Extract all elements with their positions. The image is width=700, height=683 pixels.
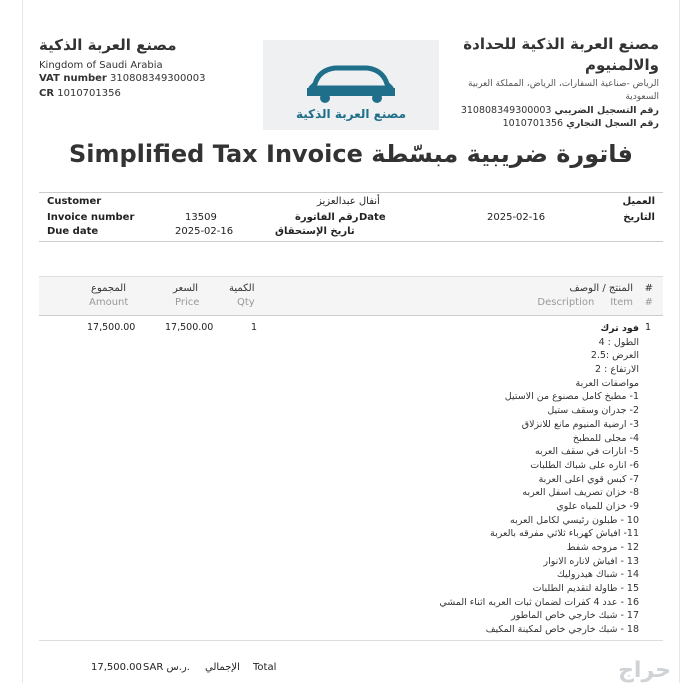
num-header-ar: # — [644, 283, 653, 294]
total-value: 17,500.00 — [91, 662, 142, 673]
cr-number-ar: 1010701356 — [502, 118, 564, 129]
description-line: الارتفاع : 2 — [595, 364, 639, 376]
description-line: 16 - عدد 4 كفرات لضمان ثبات العربه اثناء المشي — [439, 596, 639, 608]
vat-label: VAT number — [39, 73, 107, 84]
row-price: 17,500.00 — [165, 322, 214, 333]
cr-number: 1010701356 — [57, 88, 121, 99]
description-line: 15 - طاولة لتقديم الطلبات — [532, 583, 639, 595]
num-header-en: # — [644, 297, 653, 308]
date-label-ar: التاريخ — [623, 212, 655, 223]
company-logo — [263, 40, 439, 130]
description-line: 4- مجلى للمطبخ — [572, 432, 639, 444]
description-line: العرض :2.5 — [590, 350, 639, 362]
amount-header-ar: المجموع — [91, 283, 126, 294]
seller-country: Kingdom of Saudi Arabia — [39, 60, 163, 71]
seller-block-ar — [449, 34, 659, 130]
cr-label-ar: رقم السجل التجاري — [566, 118, 659, 129]
qty-header-en: Qty — [237, 297, 255, 308]
due-date-label: Due date — [47, 226, 99, 237]
seller-cr-ar — [449, 117, 659, 130]
document-title: Simplified Tax Invoice فاتورة ضريبية مبسّطة — [68, 140, 634, 168]
row-description — [439, 322, 639, 637]
total-label-en: Total — [253, 662, 277, 673]
customer-label-ar: العميل — [622, 196, 655, 207]
item-header-en-label: Item — [610, 297, 633, 308]
invoice-info — [39, 192, 663, 242]
date-value: 2025-02-16 — [487, 212, 546, 223]
cr-label: CR — [39, 88, 55, 99]
truck-icon — [263, 40, 439, 130]
vat-number-ar: 310808349300003 — [460, 105, 552, 116]
description-header-en: Description — [537, 297, 595, 308]
description-line: مواصفات العربة — [575, 377, 639, 389]
vat-label-ar: رقم التسجيل الضريبي — [554, 105, 659, 116]
invoice-page — [22, 0, 680, 683]
description-line: 17 - شبك خارجي خاص الماطور — [511, 610, 639, 622]
price-header-ar: السعر — [173, 283, 199, 294]
date-label: Date — [359, 212, 386, 223]
invoice-number: 13509 — [185, 212, 217, 223]
amount-header-en: Amount — [89, 297, 129, 308]
description-line: 1- مطبخ كامل مصنوع من الاستيل — [504, 391, 639, 403]
due-date-label-ar: تاريخ الإستحقاق — [275, 226, 355, 237]
description-line: 10 - طبلون رئيسي لكامل العربه — [510, 514, 639, 526]
table-row — [39, 314, 663, 641]
price-header-en: Price — [175, 297, 200, 308]
item-header-ar: المنتج / الوصف — [569, 283, 633, 294]
description-line: 3- ارضية المنيوم مانع للانزلاق — [521, 418, 639, 430]
customer-name: أنفال عبدالعزيز — [317, 196, 380, 207]
description-line: 18 - شبك خارجي خاص لمكينة المكيف — [485, 624, 639, 636]
row-qty: 1 — [251, 322, 258, 333]
invoice-number-label-ar: رقم الفاتورة — [295, 212, 359, 223]
watermark: حراج — [618, 658, 671, 683]
description-line: 11- افياش كهرباء ثلاثي مفرقه بالعربة — [490, 528, 639, 540]
due-date-value: 2025-02-16 — [175, 226, 234, 237]
description-line: 8- خزان تصريف اسفل العربه — [522, 487, 639, 499]
row-amount: 17,500.00 — [87, 322, 136, 333]
total-currency: SAR ر.س. — [143, 662, 190, 673]
vat-number: 310808349300003 — [110, 73, 206, 84]
description-line: 2- جدران وسقف ستيل — [547, 405, 639, 417]
total-label-ar: الإجمالي — [205, 662, 240, 673]
customer-label: Customer — [47, 196, 102, 207]
invoice-number-label: Invoice number — [47, 212, 135, 223]
description-line: 5- انارات في سقف العربه — [534, 446, 639, 458]
seller-address: الرياض -صناعية السفارات، الرياض، المملكة العربية السعودية — [468, 79, 659, 102]
seller-name-full: مصنع العربة الذكية للحدادة والالمنيوم — [463, 35, 659, 74]
description-line: فود ترك — [600, 323, 639, 334]
description-line: 6- اناره على شباك الطلبات — [530, 459, 639, 471]
qty-header-ar: الكمية — [229, 283, 255, 294]
description-line: 12 - مروحه شفط — [566, 542, 639, 553]
description-line: 14 - شباك هيدروليك — [557, 569, 639, 581]
description-line: 13 - افياش لاناره الانوار — [543, 555, 639, 567]
item-header-en — [537, 297, 633, 308]
description-line: 7- كبس قوي اعلى العربة — [538, 473, 639, 485]
seller-vat — [39, 73, 205, 84]
seller-name-short: مصنع العربة الذكية — [39, 36, 177, 54]
seller-cr — [39, 88, 121, 99]
description-line: الطول : 4 — [598, 336, 639, 348]
row-number: 1 — [644, 322, 651, 333]
seller-vat-ar — [449, 104, 659, 117]
description-line: 9- خزان للمياه علوي — [556, 500, 639, 512]
logo-text: مصنع العربة الذكية — [295, 107, 407, 121]
items-table-header — [39, 276, 663, 316]
